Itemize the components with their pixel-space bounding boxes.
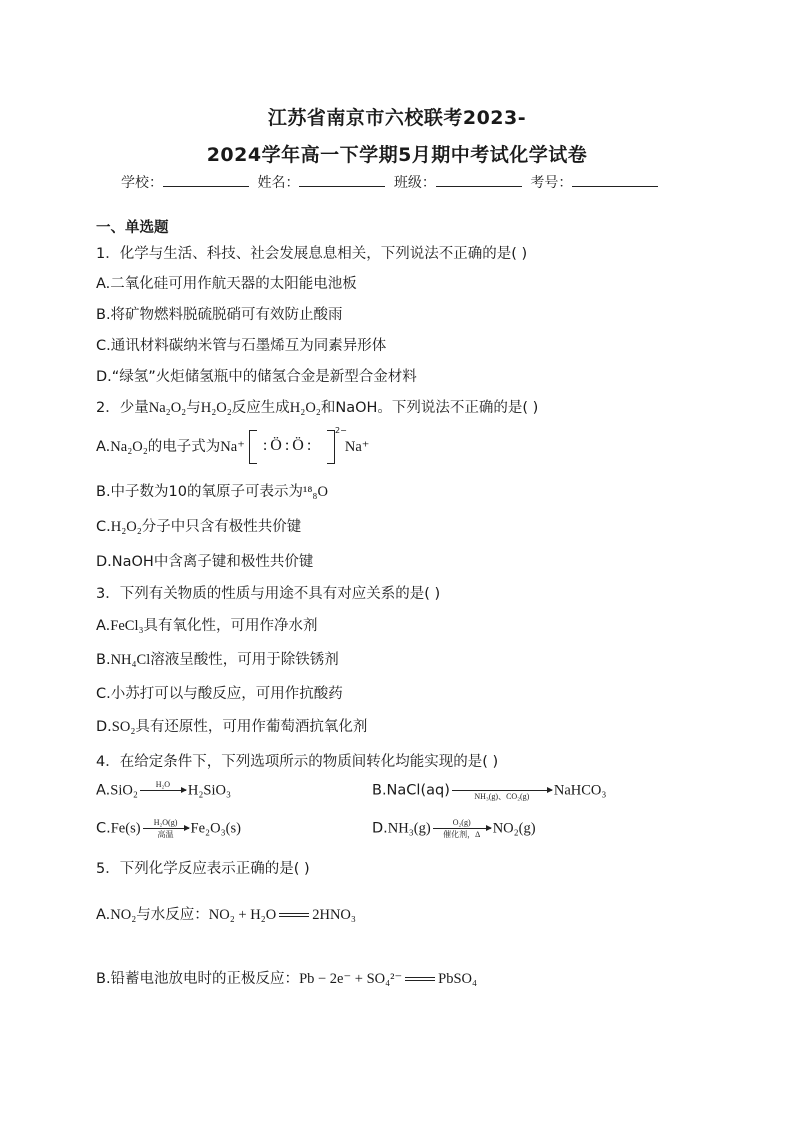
- name-label: 姓名：: [257, 175, 300, 191]
- question-2-option-d[interactable]: D.NaOH中含离子键和极性共价键: [96, 554, 314, 570]
- reaction-arrow-a: [140, 780, 186, 801]
- equal-sign-b: [405, 977, 435, 981]
- school-label: 学校：: [121, 175, 163, 191]
- formula-h2sio3: H₂SiO₃: [187, 782, 232, 799]
- q4a-label: A.: [96, 782, 111, 799]
- formula-no2-gas: NO₂(g): [492, 820, 536, 837]
- right-bracket: [327, 430, 335, 464]
- lewis-structure: [249, 426, 347, 464]
- question-5-stem: 5．下列化学反应表示正确的是( ): [96, 861, 310, 877]
- reaction-arrow-c: [143, 818, 189, 839]
- question-1-stem: 1．化学与生活、科技、社会发展息息相关，下列说法不正确的是( ): [96, 246, 528, 262]
- formula-na2o2: Na₂O₂: [148, 400, 187, 416]
- q4b-label: B.NaCl(aq): [372, 782, 450, 799]
- question-3-stem: 3．下列有关物质的性质与用途不具有对应关系的是( ): [96, 586, 441, 602]
- formula-nahco3: NaHCO₃: [553, 782, 607, 799]
- formula-h2o2: H₂O₂: [200, 400, 232, 416]
- arrow-d-line: [433, 828, 491, 829]
- reaction-arrow-d: [433, 818, 491, 839]
- formula-na2o2-a: Na₂O₂: [110, 439, 148, 455]
- q2c-label: C.: [96, 519, 111, 535]
- equation-a-rhs: 2HNO₃: [312, 907, 356, 923]
- arrow-a-condition: H₂O: [155, 780, 171, 789]
- formula-h2o2-c: H₂O₂: [110, 519, 142, 535]
- q2a-label: A.: [96, 439, 111, 455]
- question-1-option-c[interactable]: C.通讯材料碳纳米管与石墨烯互为同素异形体: [96, 338, 387, 354]
- question-3-option-c[interactable]: C.小苏打可以与酸反应，可用作抗酸药: [96, 686, 343, 702]
- formula-h2o2-product: H₂O₂: [289, 400, 321, 416]
- question-1-option-d[interactable]: D.“绿氢”火炬储氢瓶中的储氢合金是新型合金材料: [96, 369, 417, 385]
- question-1-option-b[interactable]: B.将矿物燃料脱硫脱硝可有效防止酸雨: [96, 307, 343, 323]
- question-2-option-c[interactable]: [96, 515, 301, 536]
- equation-b-rhs: PbSO₄: [438, 971, 478, 987]
- exam-no-blank[interactable]: [572, 174, 658, 187]
- page-title-line2: 2024学年高一下学期5月期中考试化学试卷: [206, 144, 588, 166]
- left-bracket: [249, 430, 257, 464]
- question-3-option-b[interactable]: [96, 648, 339, 669]
- arrow-c-line: [143, 828, 189, 829]
- student-info-row: [121, 172, 662, 192]
- formula-sio2: SiO₂: [110, 782, 138, 799]
- page-title-line1: 江苏省南京市六校联考2023-: [267, 107, 527, 129]
- formula-fecl3: FeCl₃: [110, 618, 144, 634]
- class-label: 班级：: [393, 175, 436, 191]
- formula-o18: ¹⁸₈O: [303, 484, 328, 500]
- q2a-mid: 的电子式为: [147, 439, 221, 455]
- arrow-d-condition-bottom: 催化剂，Δ: [443, 830, 481, 839]
- question-5-option-a[interactable]: [96, 903, 356, 924]
- arrow-c-condition-top: H₂O(g): [153, 818, 178, 827]
- q2-stem-mid2: 反应生成: [231, 400, 290, 416]
- question-3-option-d[interactable]: [96, 715, 367, 736]
- question-4-option-c[interactable]: [96, 818, 241, 839]
- q3d-label: D.: [96, 719, 112, 735]
- arrow-b-condition: NH₃(g)、CO₂(g): [474, 792, 530, 801]
- q2-stem-pre: 2．少量: [96, 400, 149, 416]
- formula-na-plus-right: Na⁺: [344, 439, 370, 455]
- question-1-option-a[interactable]: A.二氧化硅可用作航天器的太阳能电池板: [96, 276, 357, 292]
- q3d-text: 具有还原性，可用作葡萄酒抗氧化剂: [135, 719, 368, 735]
- formula-na-plus-left: Na⁺: [220, 439, 245, 455]
- question-4-option-a[interactable]: [96, 780, 231, 801]
- q3a-label: A.: [96, 618, 111, 634]
- school-blank[interactable]: [163, 174, 249, 187]
- arrow-c-condition-bottom: 高温: [157, 830, 174, 839]
- formula-nh4cl: NH₄Cl: [110, 652, 151, 668]
- equal-sign-a: [279, 913, 309, 917]
- q2-stem-mid1: 与: [186, 400, 201, 416]
- q2c-text: 分子中只含有极性共价键: [141, 519, 302, 535]
- peroxide-core: :Ö:Ö:: [262, 437, 315, 454]
- arrow-a-line: [140, 790, 186, 791]
- formula-so2: SO₂: [111, 719, 136, 735]
- equation-b-lhs: Pb − 2e⁻ + SO₄²⁻: [299, 971, 403, 987]
- question-4-option-d[interactable]: [372, 818, 536, 839]
- formula-fe: Fe(s): [110, 820, 141, 837]
- q3a-text: 具有氧化性，可用作净水剂: [143, 618, 318, 634]
- charge-label: 2−: [335, 426, 347, 435]
- q4c-label: C.: [96, 820, 111, 837]
- q5b-label: B.铅蓄电池放电时的正极反应：: [96, 971, 300, 987]
- question-3-option-a[interactable]: [96, 614, 318, 635]
- q2-stem-mid3: 和NaOH。下列说法不正确的是( ): [320, 400, 539, 416]
- q4d-label: D.: [372, 820, 388, 837]
- class-blank[interactable]: [436, 174, 522, 187]
- section-heading: 一、单选题: [96, 220, 169, 236]
- q3b-text: 溶液呈酸性，可用于除铁锈剂: [150, 652, 339, 668]
- q5a-label: A.: [96, 907, 111, 923]
- question-4-option-b[interactable]: [372, 780, 606, 801]
- question-2-stem: [96, 396, 538, 417]
- reaction-arrow-b: [452, 780, 552, 801]
- q3b-label: B.: [96, 652, 111, 668]
- formula-no2: NO₂: [110, 907, 137, 923]
- formula-nh3: NH₃(g): [387, 820, 431, 837]
- q5a-mid: 与水反应：: [136, 907, 209, 923]
- q2b-text: B.中子数为10的氧原子可表示为: [96, 484, 304, 500]
- formula-fe2o3: Fe₂O₃(s): [190, 820, 241, 837]
- question-2-option-b[interactable]: [96, 480, 328, 501]
- equation-a-lhs: NO₂ + H₂O: [208, 907, 277, 923]
- arrow-d-condition-top: O₂(g): [452, 818, 471, 827]
- question-4-stem: 4．在给定条件下，下列选项所示的物质间转化均能实现的是( ): [96, 754, 499, 770]
- question-2-option-a[interactable]: [96, 426, 370, 464]
- question-5-option-b[interactable]: [96, 967, 477, 988]
- arrow-b-line: [452, 790, 552, 791]
- exam-no-label: 考号：: [530, 175, 573, 191]
- name-blank[interactable]: [299, 174, 385, 187]
